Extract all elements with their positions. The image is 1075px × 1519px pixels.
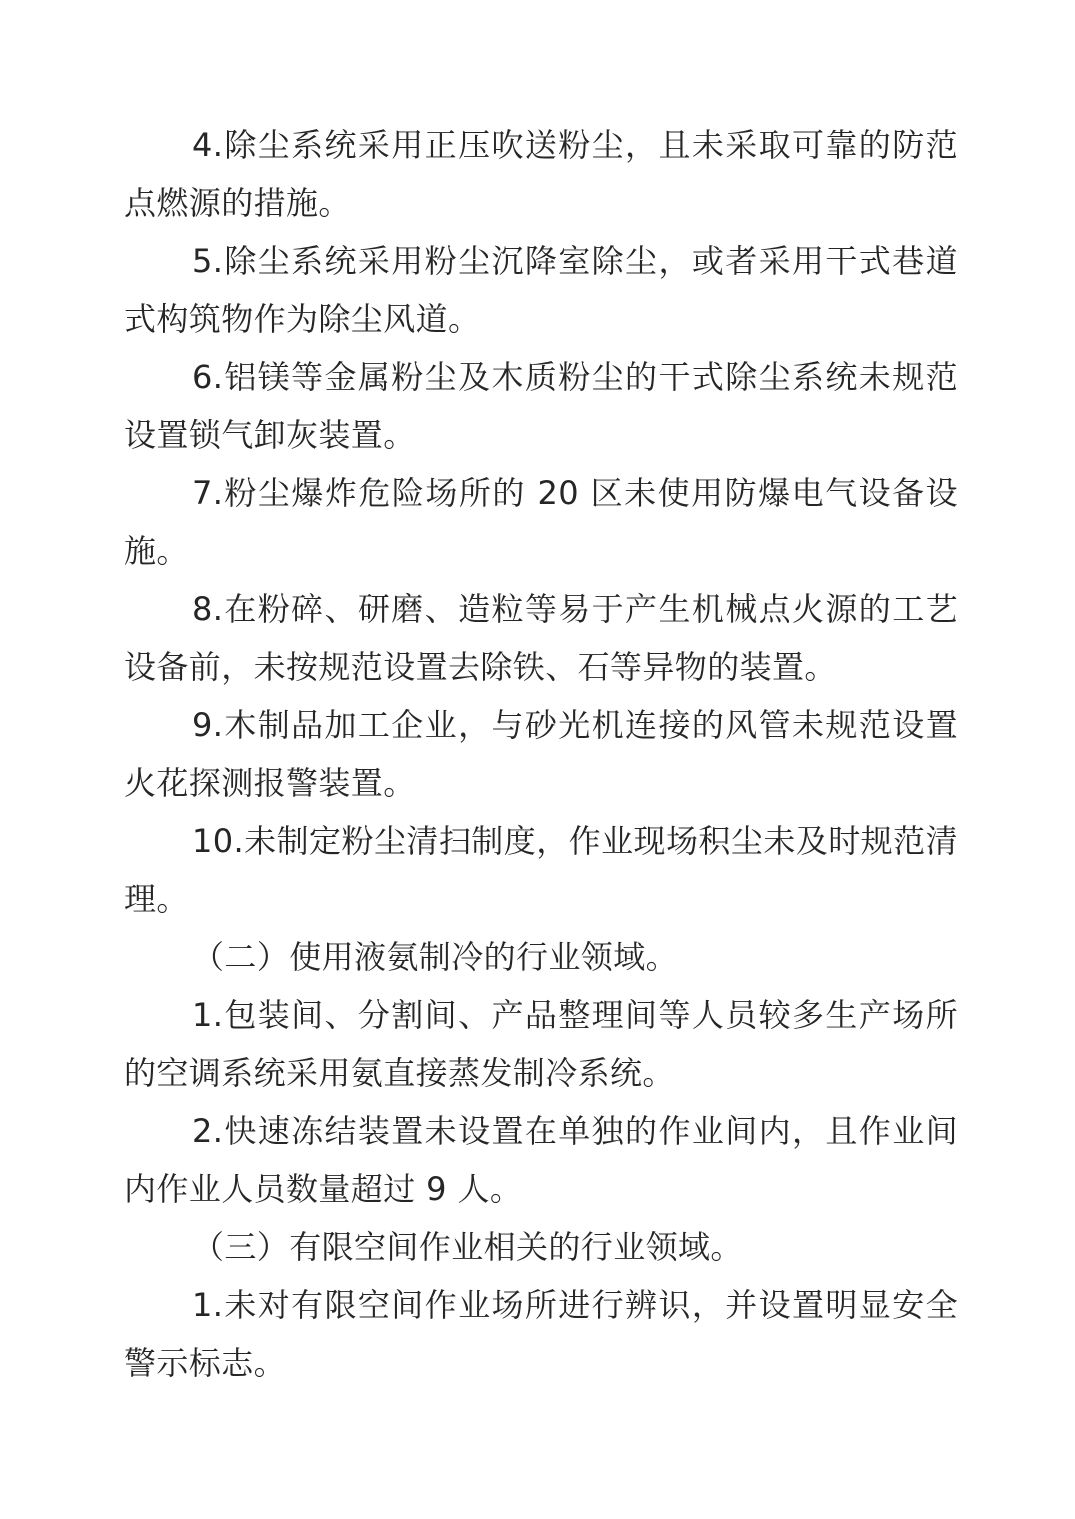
item-quick-freeze-room: 2.快速冻结装置未设置在单独的作业间内，且作业间内作业人员数量超过 9 人。 — [124, 1112, 958, 1208]
item-explosion-proof-zone20: 7.粉尘爆炸危险场所的 20 区未使用防爆电气设备设施。 — [124, 474, 958, 570]
section-heading-liquid-ammonia: （二）使用液氨制冷的行业领域。 — [192, 938, 679, 976]
document-page — [124, 116, 958, 1392]
section-heading-confined-space: （三）有限空间作业相关的行业领域。 — [192, 1228, 743, 1266]
item-spark-detection: 9.木制品加工企业，与砂光机连接的风管未规范设置火花探测报警装置。 — [124, 706, 958, 802]
item-dust-positive-pressure: 4.除尘系统采用正压吹送粉尘，且未采取可靠的防范点燃源的措施。 — [124, 126, 958, 222]
item-confined-space-identification: 1.未对有限空间作业场所进行辨识，并设置明显安全警示标志。 — [124, 1286, 958, 1382]
item-dust-cleaning-system: 10.未制定粉尘清扫制度，作业现场积尘未及时规范清理。 — [124, 822, 958, 918]
item-ammonia-direct-evaporation: 1.包装间、分割间、产品整理间等人员较多生产场所的空调系统采用氨直接蒸发制冷系统。 — [124, 996, 958, 1092]
item-foreign-matter-removal: 8.在粉碎、研磨、造粒等易于产生机械点火源的工艺设备前，未按规范设置去除铁、石等异物的装置。 — [124, 590, 958, 686]
item-dust-settling-chamber: 5.除尘系统采用粉尘沉降室除尘，或者采用干式巷道式构筑物作为除尘风道。 — [124, 242, 958, 338]
item-airlock-discharge: 6.铝镁等金属粉尘及木质粉尘的干式除尘系统未规范设置锁气卸灰装置。 — [124, 358, 958, 454]
